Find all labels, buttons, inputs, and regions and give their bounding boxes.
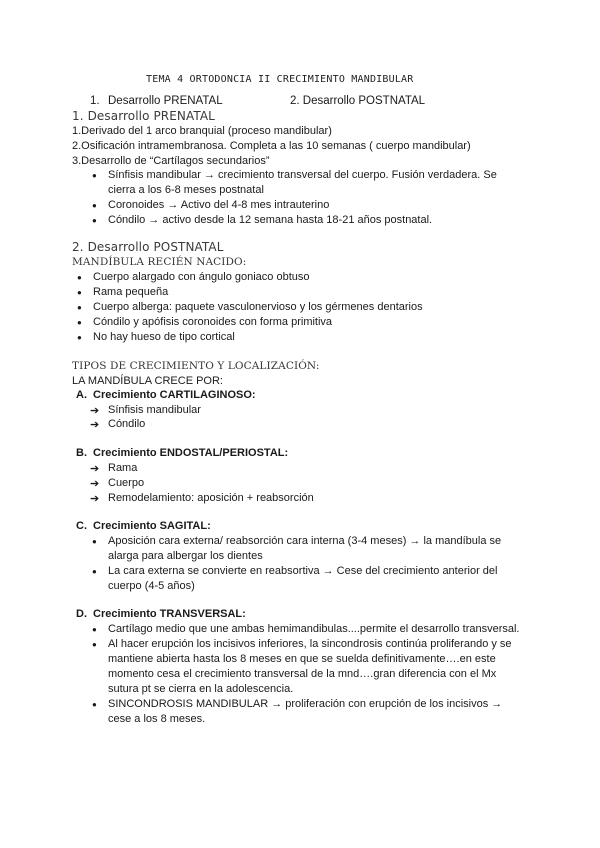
postnatal-subheading: MANDÍBULA RECIÉN NACIDO: <box>72 256 247 268</box>
types-heading: TIPOS DE CRECIMIENTO Y LOCALIZACIÓN: <box>72 360 320 372</box>
postnatal-bullet-5: ● No hay hueso de tipo cortical <box>93 331 235 343</box>
prenatal-bullet-coronoides: ● Coronoides → Activo del 4-8 mes intrauterino <box>108 199 329 211</box>
type-b-title: Crecimiento ENDOSTAL/PERIOSTAL: <box>93 447 289 459</box>
type-d-item-2: ● Al hacer erupción los incisivos inferiores, la sincondrosis continúa proliferando y se <box>108 638 512 650</box>
type-c-item-2: ● La cara externa se convierte en reabsortiva → Cese del crecimiento anterior del <box>108 565 497 577</box>
postnatal-bullet-2: ● Rama pequeña <box>93 286 168 298</box>
types-intro: LA MANDÍBULA CRECE POR: <box>72 375 223 387</box>
postnatal-bullet-3: ● Cuerpo alberga: paquete vasculonervioso y los gérmenes dentarios <box>93 301 423 313</box>
type-d-title: Crecimiento TRANSVERSAL: <box>93 608 246 620</box>
type-a-item-2: ➔ Cóndilo <box>108 418 145 430</box>
prenatal-line-3: 3.Desarrollo de “Cartílagos secundarios” <box>72 155 270 167</box>
index-item-1-number: 1. <box>90 95 100 107</box>
index-item-1: Desarrollo PRENATAL <box>108 95 223 107</box>
type-d-item-2-cont-3: sutura pt se cierra en la adolescencia. <box>108 683 294 695</box>
type-c-item-1: ● Aposición cara externa/ reabsorción cara interna (3-4 meses) → la mandíbula se <box>108 535 501 547</box>
type-c-title: Crecimiento SAGITAL: <box>93 520 211 532</box>
type-c-label: C. <box>76 520 87 532</box>
postnatal-bullet-4: ● Cóndilo y apófisis coronoides con forma primitiva <box>93 316 332 328</box>
type-d-item-2-cont-1: mantiene abierta hasta los 8 meses en que se suelda definitivamente….en este <box>108 653 496 665</box>
index-item-2: 2. Desarrollo POSTNATAL <box>290 95 426 107</box>
type-a-label: A. <box>76 389 87 401</box>
page-title: TEMA 4 ORTODONCIA II CRECIMIENTO MANDIBULAR <box>146 74 414 85</box>
prenatal-bullet-sinfisis-cont: cierra a los 6-8 meses postnatal <box>108 184 264 196</box>
prenatal-bullet-condilo: ● Cóndilo → activo desde la 12 semana hasta 18-21 años postnatal. <box>108 214 432 226</box>
postnatal-bullet-1: ● Cuerpo alargado con ángulo goniaco obtuso <box>93 271 310 283</box>
prenatal-bullet-sinfisis: ● Sínfisis mandibular → crecimiento transversal del cuerpo. Fusión verdadera. Se <box>108 169 497 181</box>
type-d-item-2-cont-2: momento cesa el crecimiento transversal de la mnd….gran diferencia con el Mx <box>108 668 497 680</box>
type-d-item-1: ● Cartílago medio que une ambas hemimandibulas....permite el desarrollo transversal. <box>108 623 520 635</box>
postnatal-heading: 2. Desarrollo POSTNATAL <box>72 240 224 254</box>
prenatal-line-1: 1.Derivado del 1 arco branquial (proceso mandibular) <box>72 125 332 137</box>
type-b-item-3: ➔ Remodelamiento: aposición + reabsorción <box>108 492 314 504</box>
type-d-item-3-cont: cese a los 8 meses. <box>108 713 206 725</box>
type-b-item-2: ➔ Cuerpo <box>108 477 144 489</box>
type-c-item-1-cont: alarga para albergar los dientes <box>108 550 263 562</box>
type-a-title: Crecimiento CARTILAGINOSO: <box>93 389 256 401</box>
prenatal-heading: 1. Desarrollo PRENATAL <box>72 109 215 123</box>
type-c-item-2-cont: cuerpo (4-5 años) <box>108 580 195 592</box>
type-b-item-1: ➔ Rama <box>108 462 137 474</box>
prenatal-line-2: 2.Osificación intramembranosa. Completa a las 10 semanas ( cuerpo mandibular) <box>72 140 471 152</box>
type-d-label: D. <box>76 608 87 620</box>
type-b-label: B. <box>76 447 87 459</box>
type-a-item-1: ➔ Sínfisis mandibular <box>108 404 201 416</box>
type-d-item-3: ● SINCONDROSIS MANDIBULAR → proliferación con erupción de los incisivos → <box>108 698 502 710</box>
